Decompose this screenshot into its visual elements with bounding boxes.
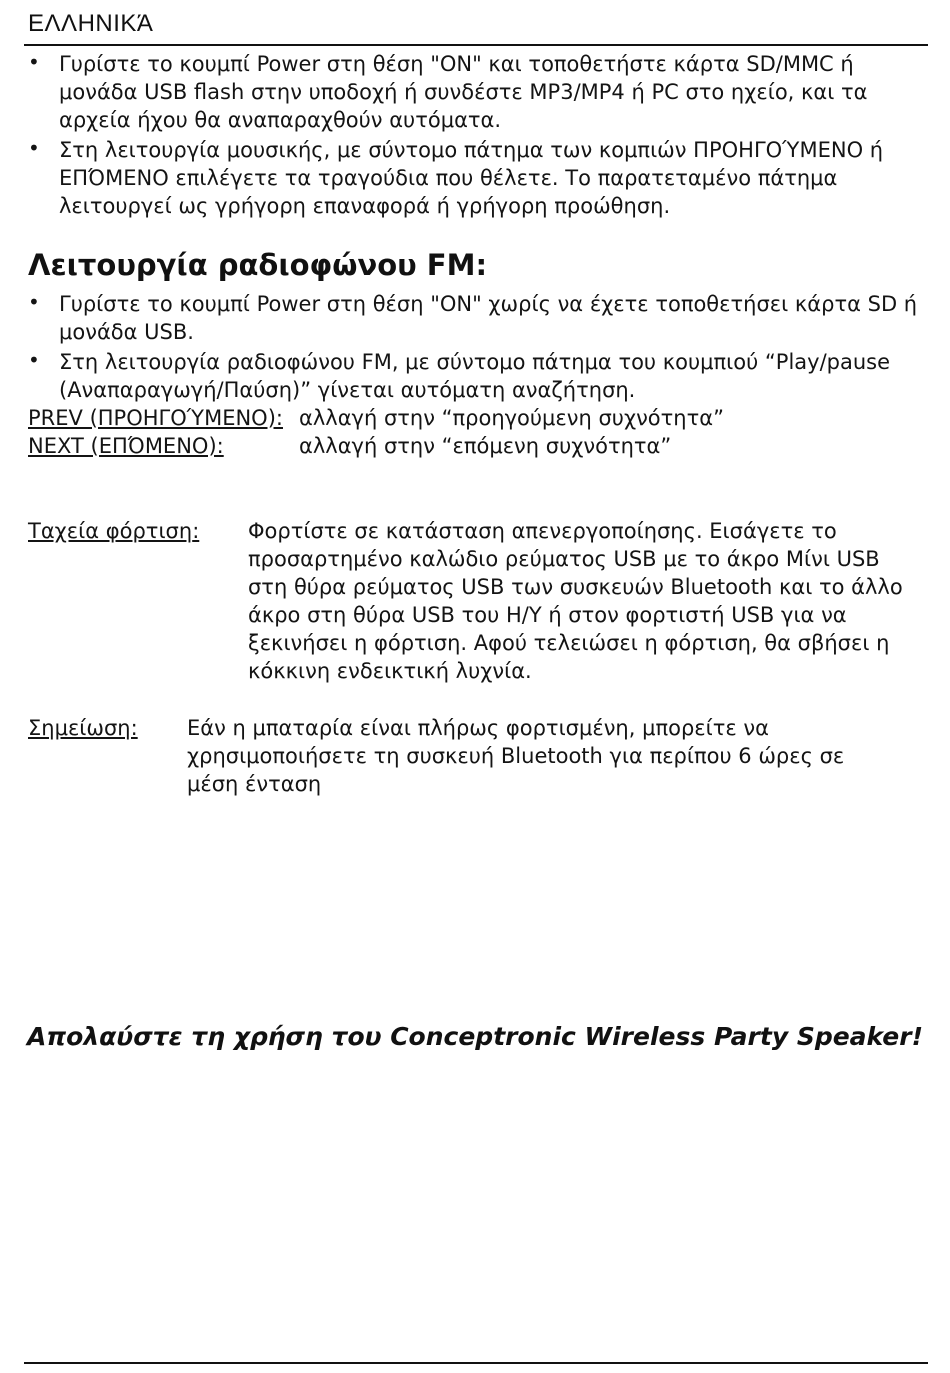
bullet-text-fm-power: Γυρίστε το κουμπί Power στη θέση "ON" χωρίς να έχετε τοποθετήσει κάρτα SD ή μονάδα USB. [59, 292, 918, 344]
fast-charge-term [28, 517, 199, 545]
note-description: Εάν η μπαταρία είναι πλήρως φορτισμένη, μπορείτε να χρησιμοποιήσετε τη συσκευή Bluetooth για περίπου 6 ώρες σε μέση ένταση [187, 716, 845, 796]
list-item [28, 348, 928, 404]
bullet-text-fm-scan: Στη λειτουργία ραδιοφώνου FM, με σύντομο πάτημα του κουμπιού “Play/pause (Αναπαραγωγή/Παύση)” γίνεται αυτόματη αναζήτηση. [59, 350, 891, 402]
fm-section-title: Λειτουργία ραδιοφώνου FM: [28, 248, 488, 282]
fast-charge-description: Φορτίστε σε κατάσταση απενεργοποίησης. Εισάγετε το προσαρτημένο καλώδιο ρεύματος USB με το άκρο Mίνι USB στη θύρα ρεύματος USB των συσκευών Bluetooth και το άλλο άκρο στη θύρα USB του Η/Υ ή στον φορτιστή USB για να ξεκινήσει η φόρτιση. Αφού τελειώσει η φόρτιση, θα σβήσει η κόκκινη ενδεικτική λυχνία. [248, 519, 903, 683]
list-item [28, 136, 928, 220]
music-instructions-list [28, 50, 928, 222]
prev-term: PREV (ΠΡΟΗΓΟΎΜΕΝΟ): [28, 406, 283, 430]
bullet-text-power-on: Γυρίστε το κουμπί Power στη θέση "ON" και τοποθετήστε κάρτα SD/MMC ή μονάδα USB flash στην υποδοχή ή συνδέστε MP3/MP4 ή PC στο ηχείο, και τα αρχεία ήχου θα αναπαραχθούν αυτόματα. [59, 52, 868, 132]
fast-charge-term-text: Ταχεία φόρτιση [28, 519, 193, 543]
fast-charge-term-colon: : [192, 519, 200, 543]
next-term: NEXT (ΕΠΌΜΕΝΟ): [28, 434, 224, 458]
language-header: ΕΛΛΗΝΙΚΆ [28, 10, 154, 37]
bullet-text-music-mode: Στη λειτουργία μουσικής, με σύντομο πάτημα των κομπιών ΠΡΟΗΓΟΎΜΕΝΟ ή ΕΠΌΜΕΝΟ επιλέγετε τα τραγούδια που θέλετε. Το παρατεταμένο πάτημα λειτουργεί ως γρήγορη επαναφορά ή γρήγορη προώθηση. [59, 138, 884, 218]
header-rule [24, 44, 928, 46]
list-item [28, 290, 928, 346]
fm-instructions-list [28, 290, 928, 406]
footer-rule [24, 1362, 928, 1364]
note-term: Σημείωση: [28, 716, 138, 740]
prev-description: αλλαγή στην “προηγούμενη συχνότητα” [299, 406, 724, 430]
next-description: αλλαγή στην “επόμενη συχνότητα” [299, 434, 672, 458]
closing-message: Απολαύστε τη χρήση του Conceptronic Wireless Party Speaker! [27, 1022, 923, 1051]
list-item [28, 50, 928, 134]
